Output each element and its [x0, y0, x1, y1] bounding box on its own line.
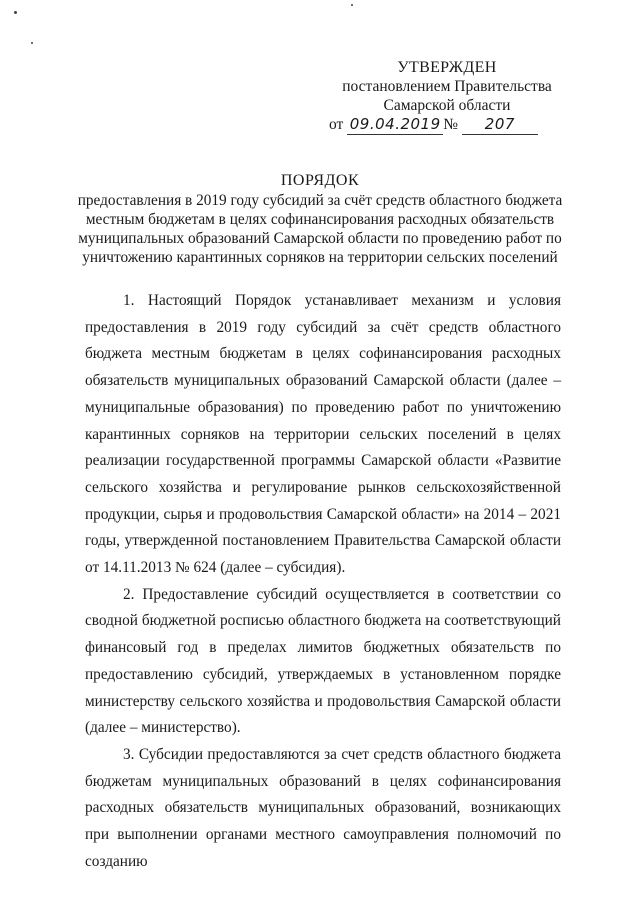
scan-speck — [351, 4, 353, 6]
date-prefix: от — [329, 116, 344, 133]
handwritten-number: 207 — [462, 115, 538, 135]
approved-heading: УТВЕРЖДЕН — [397, 59, 497, 76]
document-subtitle: предоставления в 2019 году субсидий за счёт средств областного бюджета местным бюджетам в целях софинансирования расходных обязательств муниципальных образований Самарской области по проведению работ по уничтожению карантинных сорняков на территории сельских поселений — [77, 192, 563, 266]
document-title: ПОРЯДОК — [280, 172, 360, 189]
approval-line-1: постановлением Правительства — [342, 78, 552, 95]
paragraph-2: 2. Предоставление субсидий осуществляется в соответствии со сводной бюджетной росписью областного бюджета на соответствующий финансовый год в пределах лимитов бюджетных обязательств по предоставлению субсидий, утверждаемых в установленном порядке министерству сельского хозяйства и продовольствия Самарской области (далее – министерство). — [85, 585, 561, 737]
scan-speck — [31, 42, 33, 44]
scan-speck — [14, 11, 17, 14]
approval-stamp — [327, 58, 567, 135]
handwritten-date: 09.04.2019 — [347, 115, 443, 135]
approval-date-line — [329, 115, 567, 135]
paragraph-3: 3. Субсидии предоставляются за счет средств областного бюджета бюджетам муниципальных образований в целях софинансирования расходных обязательств муниципальных образований, возникающих при выполнении органами местного самоуправления полномочий по созданию — [85, 745, 561, 870]
number-sign: № — [443, 116, 458, 133]
approval-line-2: Самарской области — [383, 97, 511, 114]
paragraph-1: 1. Настоящий Порядок устанавливает механизм и условия предоставления в 2019 году субсидий за счёт средств областного бюджета местным бюджетам в целях софинансирования расходных обязательств муниципальных образований Самарской области (далее – муниципальные образования) по проведению работ по уничтожению карантинных сорняков на территории сельских поселений в целях реализации государственной программы Самарской области «Развитие сельского хозяйства и регулирование рынков сельскохозяйственной продукции, сырья и продовольствия Самарской области» на 2014 – 2021 годы, утвержденной постановлением Правительства Самарской области от 14.11.2013 № 624 (далее – субсидия). — [85, 292, 561, 577]
document-body — [85, 288, 561, 875]
